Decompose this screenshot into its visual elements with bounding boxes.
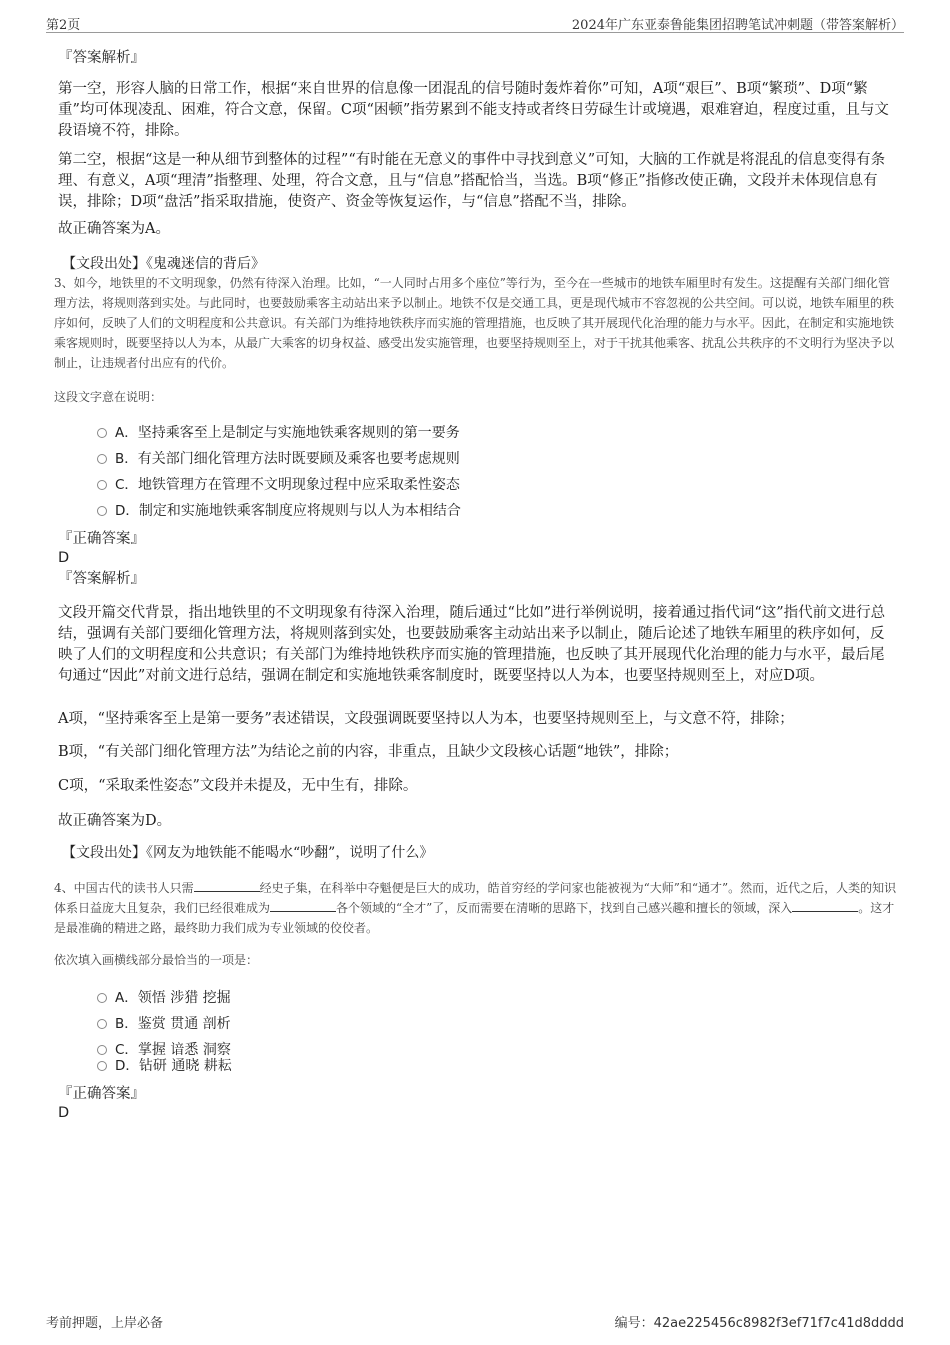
analysis-paragraph: 文段开篇交代背景，指出地铁里的不文明现象有待深入治理，随后通过“比如”进行举例说明，接着通过指代词“这”指代前文进行总结，强调有关部门要细化管理方法，将规则落到实处，也要鼓励乘客主动站出来予以制止，随后论述了地铁车厢里的秩序如何，反映了人们的文明程度和公共意识；有关部门为维持地铁秩序而实施的管理措施，也反映了其开展现代化治理的能力与水平，最后尾句通过“因此”对前文进行总结，强调在制定和实施地铁乘客制度时，既要坚持以人为本，也要坚持规则至上，对应D项。 [58, 605, 886, 684]
analysis-label: 『答案解析』 [58, 50, 145, 66]
option-c[interactable]: C．地铁管理方在管理不文明现象过程中应采取柔性姿态 [97, 475, 460, 495]
analysis-option-c: C项，“采取柔性姿态”文段并未提及，无中生有，排除。 [58, 778, 418, 794]
radio-icon[interactable] [97, 993, 107, 1003]
answer-conclusion: 故正确答案为D。 [58, 813, 172, 829]
analysis-paragraph: 第二空，根据“这是一种从细节到整体的过程”“有时能在无意义的事件中寻找到意义”可知，大脑的工作就是将混乱的信息变得有条理、有意义，A项“理清”指整理、处理，符合文意，且与“信息”搭配恰当，当选。B项“修正”指修改使正确，文段并未体现信息有误，排除；D项“盘活”指采取措施，使资产、资金等恢复运作，与“信息”搭配不当，排除。 [58, 152, 886, 210]
document-code: 编号：42ae225456c8982f3ef71f7c41d8dddd [614, 1316, 904, 1331]
answer-conclusion: 故正确答案为A。 [58, 221, 170, 237]
fill-blank [792, 899, 858, 912]
passage-source: 【文段出处】《鬼魂迷信的背后》 [62, 256, 265, 272]
question-passage: 3、如今，地铁里的不文明现象，仍然有待深入治理。比如，“一人同时占用多个座位”等行为，至今在一些城市的地铁车厢里时有发生。这提醒有关部门细化管理方法，将规则落到实处。与此同时，也要鼓励乘客主动站出来予以制止。地铁不仅是交通工具，更是现代城市不容忽视的公共空间。可以说，地铁车厢里的秩序如何，反映了人们的文明程度和公共意识。有关部门为维持地铁秩序而实施的管理措施，也反映了其开展现代化治理的能力与水平。因此，在制定和实施地铁乘客规则时，既要坚持以人为本，从最广大乘客的切身权益、感受出发实施管理，也要坚持规则至上，对于干扰其他乘客、扰乱公共秩序的不文明行为坚决予以制止，让违规者付出应有的代价。 [54, 276, 895, 370]
passage-source: 【文段出处】《网友为地铁能不能喝水“吵翻”，说明了什么》 [62, 845, 434, 861]
document-title: 2024年广东亚泰鲁能集团招聘笔试冲刺题（带答案解析） [571, 18, 904, 33]
question-prompt: 这段文字意在说明： [54, 390, 163, 404]
option-d[interactable]: D．钻研 通晓 耕耘 [97, 1056, 232, 1076]
option-b[interactable]: B．鉴赏 贯通 剖析 [97, 1014, 231, 1034]
option-d[interactable]: D．制定和实施地铁乘客制度应将规则与以人为本相结合 [97, 501, 461, 521]
analysis-label: 『答案解析』 [58, 571, 145, 587]
radio-icon[interactable] [97, 428, 107, 438]
analysis-option-b: B项，“有关部门细化管理方法”为结论之前的内容，非重点，且缺少文段核心话题“地铁”，排除； [58, 744, 679, 760]
radio-icon[interactable] [97, 454, 107, 464]
analysis-option-a: A项，“坚持乘客至上是第一要务”表述错误，文段强调既要坚持以人为本，也要坚持规则至上，与文意不符，排除； [58, 711, 794, 727]
option-a[interactable]: A．领悟 涉猎 挖掘 [97, 988, 231, 1008]
radio-icon[interactable] [97, 1045, 107, 1055]
correct-answer-label: 『正确答案』 [58, 1086, 145, 1102]
correct-answer: D [58, 550, 70, 566]
correct-answer: D [58, 1105, 70, 1121]
radio-icon[interactable] [97, 480, 107, 490]
option-b[interactable]: B．有关部门细化管理方法时既要顾及乘客也要考虑规则 [97, 449, 460, 469]
analysis-paragraph: 第一空，形容人脑的日常工作，根据“来自世界的信息像一团混乱的信号随时轰炸着你”可知，A项“艰巨”、B项“繁琐”、D项“繁重”均可体现凌乱、困难，符合文意，保留。C项“困顿”指劳累到不能支持或者终日劳碌生计或境遇，艰难窘迫，程度过重，且与文段语境不符，排除。 [58, 81, 889, 139]
page-header [46, 12, 904, 33]
question-passage: 4、中国古代的读书人只需 经史子集，在科举中夺魁便是巨大的成功，皓首穷经的学问家也能被视为“大师”和“通才”。然而，近代之后，人类的知识体系日益庞大且复杂，我们已经很难成为 各个领域的“全才”了，反而需要在清晰的思路下，找到自己感兴趣和擅长的领域，深入 。这才是最准确的精进之路，最终助力我们成为专业领域的佼佼者。 [54, 881, 897, 935]
radio-icon[interactable] [97, 1061, 107, 1071]
question-prompt: 依次填入画横线部分最恰当的一项是： [54, 953, 259, 967]
option-a[interactable]: A．坚持乘客至上是制定与实施地铁乘客规则的第一要务 [97, 423, 460, 443]
fill-blank [194, 879, 260, 892]
option-c[interactable]: C．掌握 谙悉 洞察 [97, 1040, 231, 1060]
correct-answer-label: 『正确答案』 [58, 531, 145, 547]
radio-icon[interactable] [97, 506, 107, 516]
page-number: 第2页 [46, 18, 81, 33]
fill-blank [270, 899, 336, 912]
footer-slogan: 考前押题，上岸必备 [46, 1316, 164, 1331]
radio-icon[interactable] [97, 1019, 107, 1029]
